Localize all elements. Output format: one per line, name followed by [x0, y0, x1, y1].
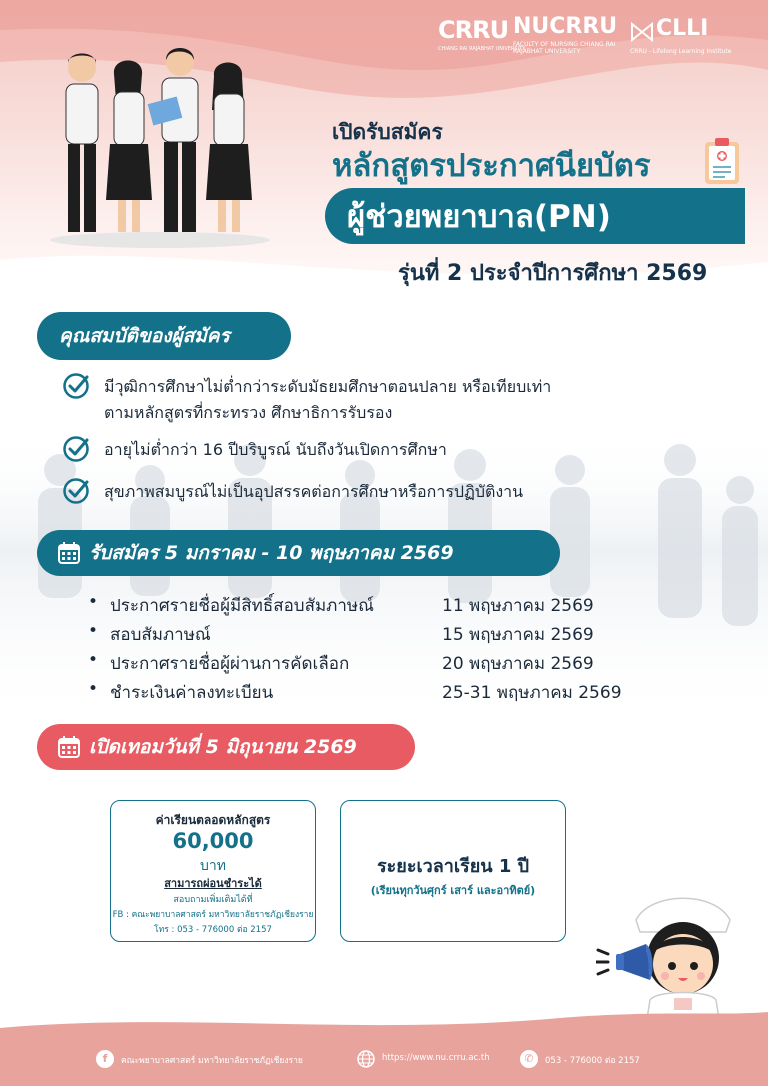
- bullet: •: [88, 592, 99, 612]
- application-heading: [37, 530, 560, 576]
- term-start-text: เปิดเทอมวันที่ 5 มิถุนายน 2569: [89, 736, 357, 758]
- course-title: หลักสูตรประกาศนียบัตร: [332, 148, 651, 184]
- calendar-icon: [57, 735, 81, 759]
- qualification-item: [62, 437, 662, 463]
- schedule-row: [88, 679, 688, 708]
- check-icon: [62, 477, 90, 505]
- schedule-row: [88, 621, 688, 650]
- schedule-date: 15 พฤษภาคม 2569: [442, 625, 594, 645]
- calendar-icon: [57, 541, 81, 565]
- qualification-text: มีวุฒิการศึกษาไม่ต่ำกว่าระดับมัธยมศึกษาตอนปลาย หรือเทียบเท่าตามหลักสูตรที่กระทรวง ศึกษาธิการรับรอง: [104, 377, 552, 422]
- fee-installment: สามารถผ่อนชำระได้: [164, 877, 262, 890]
- qualification-item: [62, 374, 662, 426]
- cohort-label: รุ่นที่ 2 ประจำปีการศึกษา 2569: [398, 261, 708, 286]
- schedule-date: 11 พฤษภาคม 2569: [442, 596, 594, 616]
- program-banner: ผู้ช่วยพยาบาล(PN): [325, 188, 745, 244]
- term-start-heading: [37, 724, 415, 770]
- students-illustration: [40, 40, 280, 250]
- megaphone-icon: [596, 940, 662, 990]
- application-heading-text: รับสมัคร 5 มกราคม - 10 พฤษภาคม 2569: [89, 542, 454, 564]
- duration-title: ระยะเวลาเรียน 1 ปี: [376, 856, 530, 877]
- footer-background: [0, 1010, 768, 1086]
- schedule-label: สอบสัมภาษณ์: [110, 625, 211, 645]
- bullet: •: [88, 650, 99, 670]
- fee-box: [110, 800, 316, 942]
- bullet: •: [88, 621, 99, 641]
- qualification-item: [62, 479, 662, 505]
- nucrru-logo: NUCRRU: [513, 14, 618, 39]
- schedule-label: ประกาศรายชื่อผู้มีสิทธิ์สอบสัมภาษณ์: [110, 596, 374, 616]
- schedule-date: 25-31 พฤษภาคม 2569: [442, 683, 622, 703]
- fee-unit: บาท: [200, 858, 226, 874]
- globe-icon: [357, 1050, 375, 1068]
- clipboard-icon: [702, 136, 742, 186]
- open-label: เปิดรับสมัคร: [332, 120, 443, 144]
- fee-facebook: FB : คณะพยาบาลศาสตร์ มหาวิทยาลัยราชภัฏเชียงราย: [112, 910, 314, 920]
- footer-website[interactable]: https://www.nu.crru.ac.th: [382, 1053, 490, 1063]
- duration-box: [340, 800, 566, 942]
- check-icon: [62, 372, 90, 400]
- facebook-icon: f: [96, 1050, 114, 1068]
- schedule-date: 20 พฤษภาคม 2569: [442, 654, 594, 674]
- schedule-row: [88, 650, 688, 679]
- schedule-label: ชำระเงินค่าลงทะเบียน: [110, 683, 274, 703]
- duration-days: (เรียนทุกวันศุกร์ เสาร์ และอาทิตย์): [370, 884, 536, 897]
- bullet: •: [88, 679, 99, 699]
- qualification-text: อายุไม่ต่ำกว่า 16 ปีบริบูรณ์ นับถึงวันเปิดการศึกษา: [104, 440, 447, 459]
- check-icon: [62, 435, 90, 463]
- phone-icon: ✆: [520, 1050, 538, 1068]
- crru-logo: CRRU: [438, 16, 509, 44]
- footer-facebook[interactable]: คณะพยาบาลศาสตร์ มหาวิทยาลัยราชภัฏเชียงราย: [121, 1056, 303, 1066]
- qualification-text: สุขภาพสมบูรณ์ไม่เป็นอุปสรรคต่อการศึกษาหรือการปฏิบัติงาน: [104, 482, 524, 501]
- crru-logo-subtitle: CHIANG RAI RAJABHAT UNIVERSITY: [438, 46, 526, 52]
- clli-bow-icon: [630, 22, 654, 42]
- schedule-label: ประกาศรายชื่อผู้ผ่านการคัดเลือก: [110, 654, 350, 674]
- nucrru-logo-subtitle: FACULTY OF NURSING CHIANG RAI RAJABHAT UNIVERSITY: [513, 41, 616, 55]
- fee-label: ค่าเรียนตลอดหลักสูตร: [155, 813, 271, 827]
- fee-amount: 60,000: [172, 829, 254, 853]
- clli-logo: CLLI: [656, 16, 709, 41]
- schedule-row: [88, 592, 688, 621]
- fee-contact-intro: สอบถามเพิ่มเติมได้ที่: [173, 895, 253, 905]
- footer-phone[interactable]: 053 - 776000 ต่อ 2157: [545, 1056, 640, 1066]
- qualifications-heading: คุณสมบัติของผู้สมัคร: [37, 312, 291, 360]
- fee-phone: โทร : 053 - 776000 ต่อ 2157: [154, 925, 272, 935]
- clli-logo-subtitle: CRRU - Lifelong Learning Institute: [630, 48, 732, 55]
